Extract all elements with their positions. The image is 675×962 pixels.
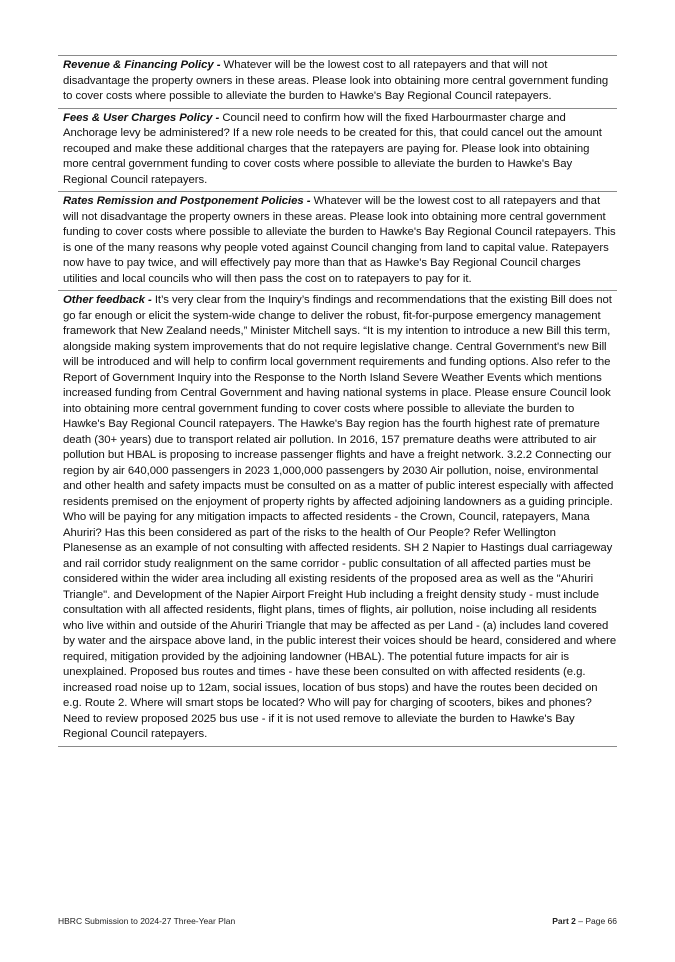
section-body: Council need to confirm how will the fixed Harbourmaster charge and Anchorage levy be administered? If a new role needs to be created for this, that could cancel out the amount recouped and make these additional charges that the ratepayers are paying for. Please look into obtaining more central government funding to cover costs where possible to alleviate the burden to Hawke's Bay Regional Council ratepayers. xyxy=(63,111,602,186)
page-footer xyxy=(58,916,617,927)
submission-table xyxy=(58,55,617,747)
section-rates-remission-postponement xyxy=(58,191,617,290)
footer-part-label: Part 2 xyxy=(552,916,576,926)
section-body: Whatever will be the lowest cost to all ratepayers and that will not disadvantage the property owners in these areas. Please look into obtaining more central government funding to cover costs where possible to alleviate the burden to Hawke's Bay Regional Council ratepayers. This is one of the many reasons why people voted against Council changing from land to capital value. Ratepayers now have to pay twice, and will effectively pay more than that as Hawke's Bay Regional Council charges utilities and local councils who will then pass the cost on to ratepayers to pay for it. xyxy=(63,195,616,285)
section-heading: Rates Remission and Postponement Policies - xyxy=(63,195,311,207)
footer-page-info xyxy=(552,916,617,927)
section-heading: Fees & User Charges Policy - xyxy=(63,111,220,124)
section-revenue-financing-policy xyxy=(58,55,617,108)
section-fees-user-charges-policy xyxy=(58,108,617,192)
section-heading: Revenue & Financing Policy - xyxy=(63,59,221,71)
section-body: Whatever will be the lowest cost to all ratepayers and that will not disadvantage the property owners in these areas. Please look into obtaining more central government funding to cover costs where possible to alleviate the burden to Hawke's Bay Regional Council ratepayers. xyxy=(63,59,609,102)
footer-document-title: HBRC Submission to 2024-27 Three-Year Plan xyxy=(58,916,236,926)
footer-page-number: – Page 66 xyxy=(575,916,617,926)
section-other-feedback xyxy=(58,290,617,747)
section-heading: Other feedback - xyxy=(63,294,152,306)
section-body: It’s very clear from the Inquiry’s findings and recommendations that the existing Bill does not go far enough or elicit the system-wide change to deliver the robust, fit-for-purpose emergency management framework that New Zealand needs,” Minister Mitchell says. “It is my intention to introduce a new Bill this term, alongside making system improvements that do not require legislative change. Central Government's new Bill will be introduced and will help to confirm local government requirements and funding options. Also refer to the Report of Government Inquiry into the Response to the North Island Severe Weather Events which mentions increased funding from Central Government and having national systems in place. Please ensure Council look into obtaining more central government funding to cover costs where possible to alleviate the burden to Hawke's Bay Regional Council ratepayers. The Hawke's Bay region has the fourth highest rate of premature death (30+ years) due to transport related air pollution. In 2016, 157 premature deaths were attributed to air pollution but HBAL is proposing to increase passenger flights and have a freight network. 3.2.2 Connecting our region by air 640,000 passengers in 2023 1,000,000 passengers by 2030 Air pollution, noise, environmental and other health and safety impacts must be consulted on as a matter of public interest especially with affected residents premised on the enjoyment of property rights by affected adjoining landowners as a guiding principle. Who will be paying for any mitigation impacts to affected residents - the Crown, Council, ratepayers, Mana Ahuriri? Has this been considered as part of the risks to the health of Our People? Refer Wellington Planesense as an example of not consulting with affected residents. SH 2 Napier to Hastings dual carriageway and rail corridor study realignment on the same corridor - public consultation of all affected parties must be considered within the wider area including all existing residents of the proposed area as well as the "Ahuriri Triangle". and Development of the Napier Airport Freight Hub including a freight density study - must include consultation with all affected residents, flight plans, times of flights, air pollution, noise including all residents who live within and outside of the Ahuriri Triangle that may be affected as per Land - (a) includes land covered by water and the airspace above land, in the public interest their voices should be heard, considered and where required, mitigation provided by the adjoining landowner (HBAL). The potential future impacts for air is unexplained. Proposed bus routes and times - have these been consulted on with affected residents (e.g. increased road noise up to 12am, social issues, location of bus stops) and have the routes been decided on e.g. Route 2. Where will smart stops be located? Who will pay for charging of scooters, bikes and phones? Need to review proposed 2025 bus use - if it is not used remove to alleviate the burden to Hawke's Bay Regional Council ratepayers. xyxy=(63,294,617,740)
